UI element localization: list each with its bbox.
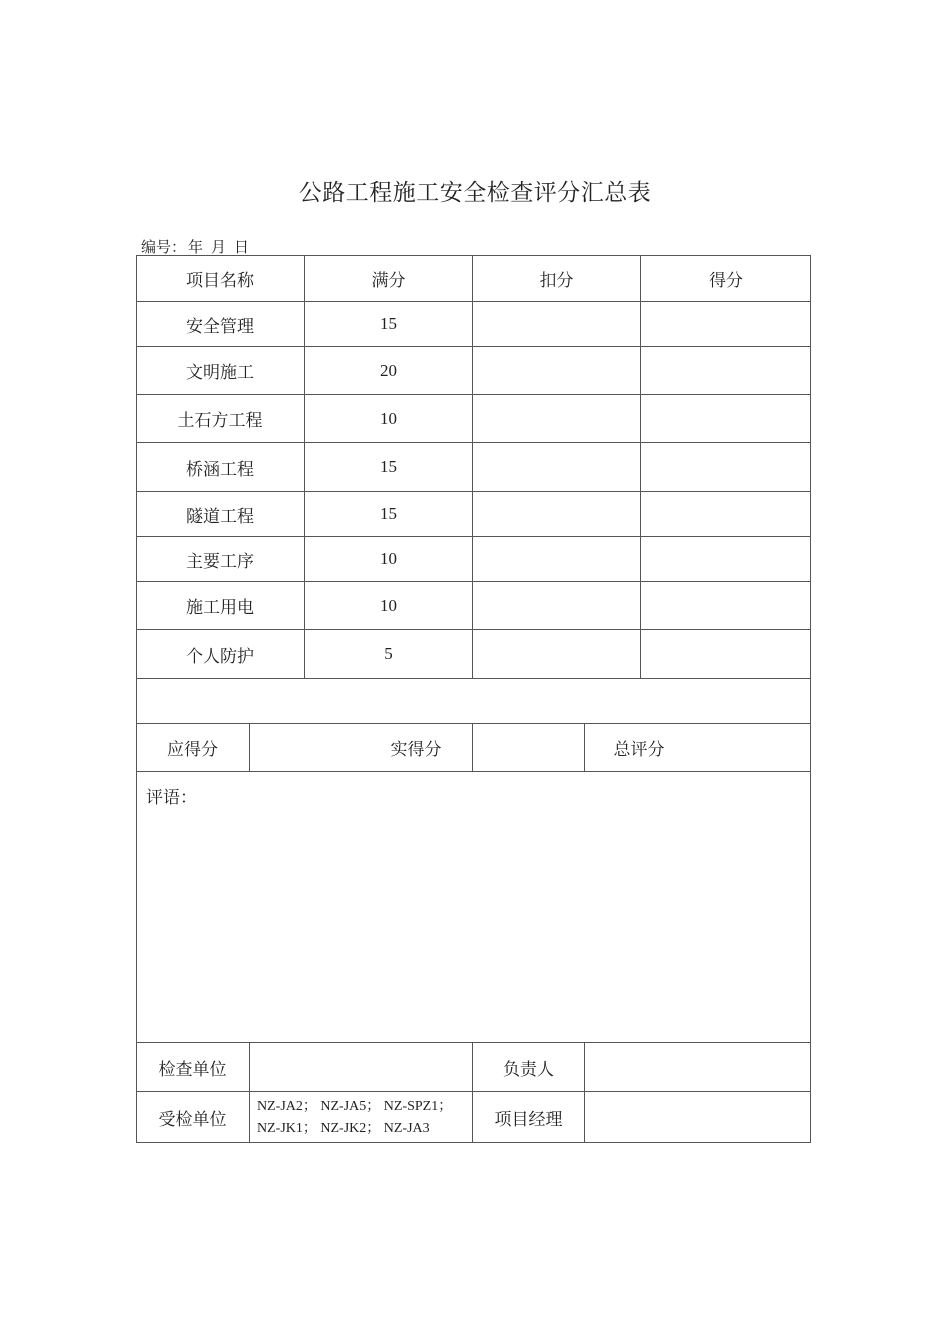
comment-label: 评语： (146, 788, 197, 808)
total-score-label: 总评分 (613, 740, 665, 760)
row-divider (136, 771, 811, 772)
row-full-score: 10 (380, 408, 397, 428)
row-name: 施工用电 (186, 598, 254, 618)
row-divider (136, 678, 811, 679)
header-score: 得分 (709, 271, 743, 291)
responsible-label: 负责人 (503, 1059, 554, 1080)
inspected-unit-label: 受检单位 (158, 1110, 227, 1130)
row-full-score: 5 (384, 644, 393, 663)
column-divider (249, 1042, 250, 1143)
serial-number-line (141, 236, 257, 257)
row-name: 个人防护 (186, 646, 254, 667)
row-full-score: 10 (380, 549, 397, 568)
header-item-name: 项目名称 (186, 271, 254, 291)
inspected-units-line: NZ-JA2； NZ-JA5； NZ-SPZ1； (257, 1099, 453, 1114)
inspected-units-list (257, 1096, 452, 1140)
inspect-unit-label: 检查单位 (158, 1059, 227, 1080)
serial-day: 日 (234, 238, 250, 256)
inspected-units-line: NZ-JK1； NZ-JK2； NZ-JA3 (257, 1121, 430, 1136)
row-full-score: 15 (380, 314, 397, 333)
column-divider (249, 723, 250, 771)
page-title: 公路工程施工安全检查评分汇总表 (298, 180, 652, 206)
column-divider (472, 255, 473, 678)
project-manager-label: 项目经理 (494, 1110, 563, 1130)
actual-score-label: 实得分 (390, 740, 442, 760)
row-name: 主要工序 (186, 551, 254, 572)
serial-label: 编号： (141, 238, 187, 256)
row-name: 文明施工 (186, 363, 254, 383)
serial-year: 年 (188, 238, 204, 256)
row-name: 桥涵工程 (186, 459, 254, 480)
row-full-score: 15 (380, 457, 397, 476)
row-full-score: 20 (380, 360, 397, 380)
should-score-label: 应得分 (167, 740, 218, 760)
serial-month: 月 (211, 238, 227, 256)
row-name: 隧道工程 (186, 506, 254, 527)
row-name: 安全管理 (186, 316, 254, 337)
row-name: 土石方工程 (177, 411, 263, 431)
column-divider (584, 1042, 585, 1143)
column-divider (472, 723, 473, 771)
header-deduction: 扣分 (539, 271, 574, 291)
header-full-score: 满分 (371, 271, 406, 291)
column-divider (640, 255, 641, 678)
row-full-score: 15 (380, 504, 397, 523)
row-full-score: 10 (380, 595, 397, 615)
